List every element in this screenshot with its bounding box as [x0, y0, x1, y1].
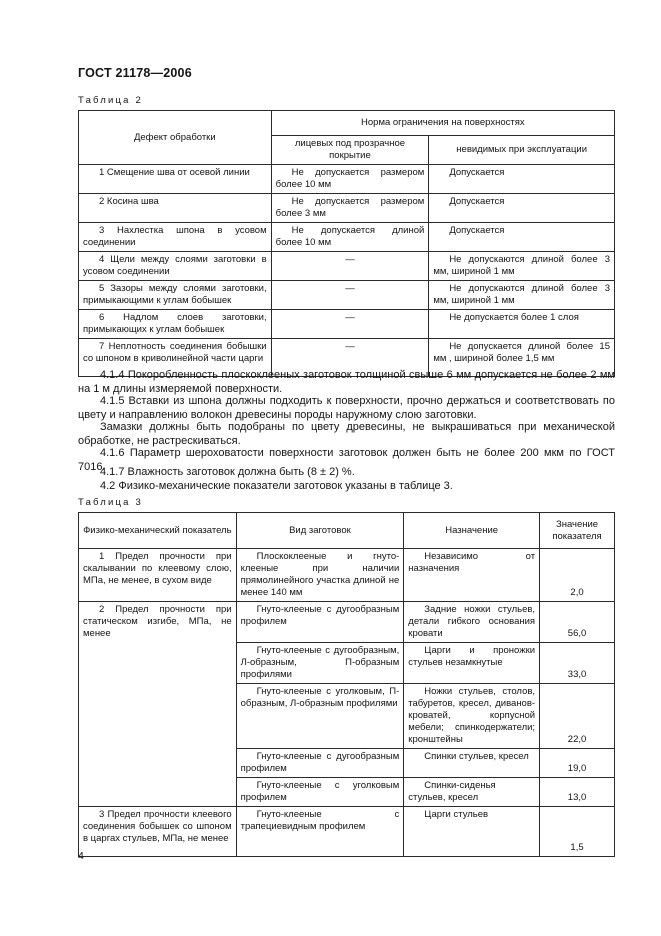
table3-cell-value: 1,5 [540, 807, 615, 857]
table3-cell-value: 22,0 [540, 684, 615, 749]
table3-header-value: Значение показателя [540, 513, 615, 549]
table2 [78, 110, 615, 377]
table2-cell-defect: 4 Щели между слоями заготовки в усовом соединении [79, 252, 272, 281]
table2-cell-hidden: Допускается [429, 165, 615, 194]
table3-cell-indicator: 3 Предел прочности клеевого соединения бобышек со шпоном в царгах стульев, МПа, не менее [79, 807, 237, 857]
table3-cell-type: Гнуто-клееные с уголковым профилем [236, 778, 404, 807]
document-header: ГОСТ 21178—2006 [78, 66, 192, 80]
table3-caption: Таблица 3 [78, 497, 143, 508]
table3-cell-indicator: 1 Предел прочности при скалывании по клеевому слою, МПа, не менее, в сухом виде [79, 549, 237, 602]
table3-cell-type: Гнуто-клееные с дугообразным профилем [236, 602, 404, 643]
table3-cell-purpose: Спинки стульев, кресел [404, 749, 540, 778]
paragraph-4-2: 4.2 Физико-механические показатели заготовок указаны в таблице 3. [100, 480, 453, 492]
table2-cell-defect: 7 Неплотность соединения бобышки со шпоном в криволинейной части царги [79, 339, 272, 377]
table3-header-purpose: Назначение [404, 513, 540, 549]
table-row [79, 223, 615, 252]
table3-cell-purpose: Царги стульев [404, 807, 540, 857]
table3 [78, 512, 615, 857]
table3-cell-type: Гнуто-клееные с дугообразным, Л-образным, П-образным профилями [236, 643, 404, 684]
table3-cell-purpose: Независимо от назначения [404, 549, 540, 602]
table2-cell-face: Не допускается размером более 3 мм [271, 194, 429, 223]
table2-cell-hidden: Не допускаются длиной более 3 мм, шириной 1 мм [429, 281, 615, 310]
table2-cell-face: Не допускается размером более 10 мм [271, 165, 429, 194]
table2-cell-face: Не допускается длиной более 10 мм [271, 223, 429, 252]
table2-header-defect: Дефект обработки [79, 111, 272, 165]
table2-cell-hidden: Допускается [429, 223, 615, 252]
table2-cell-face: — [271, 281, 429, 310]
table-row [79, 194, 615, 223]
table2-header-norm: Норма ограничения на поверхностях [271, 111, 614, 136]
table3-cell-value: 13,0 [540, 778, 615, 807]
table3-cell-value: 56,0 [540, 602, 615, 643]
paragraph-4-1-4: 4.1.4 Покоробленность плоскоклееных заготовок толщиной свыше 6 мм допускается не более 2 мм на 1 м длины измеряемой поверхности. [78, 369, 615, 395]
table-row [79, 807, 615, 857]
table2-caption: Таблица 2 [78, 95, 143, 106]
table2-cell-face: — [271, 339, 429, 377]
table2-cell-face: — [271, 252, 429, 281]
table-row [79, 281, 615, 310]
table3-cell-purpose: Царги и проножки стульев незамкнутые [404, 643, 540, 684]
table-row [79, 549, 615, 602]
table2-cell-defect: 1 Смещение шва от осевой линии [79, 165, 272, 194]
table2-cell-defect: 2 Косина шва [79, 194, 272, 223]
table3-cell-value: 33,0 [540, 643, 615, 684]
table2-cell-defect: 3 Нахлестка шпона в усовом соединении [79, 223, 272, 252]
table3-cell-purpose: Задние ножки стульев, детали гибкого основания кровати [404, 602, 540, 643]
table3-cell-value: 19,0 [540, 749, 615, 778]
table3-cell-purpose: Спинки-сиденья стульев, кресел [404, 778, 540, 807]
table2-cell-defect: 5 Зазоры между слоями заготовки, примыкающими к углам бобышек [79, 281, 272, 310]
table3-header-indicator: Физико-механический показатель [79, 513, 237, 549]
table3-cell-type: Гнуто-клееные с уголковым, П-образным, Л-образным профилями [236, 684, 404, 749]
table3-cell-indicator: 2 Предел прочности при статическом изгибе, МПа, не менее [79, 602, 237, 807]
table2-cell-hidden: Не допускается длиной более 15 мм , шириной более 1,5 мм [429, 339, 615, 377]
paragraph-4-1-6: 4.1.6 Параметр шероховатости поверхности заготовок должен быть не более 200 мкм по ГОСТ 7016. [78, 447, 615, 473]
table2-cell-hidden: Не допускается более 1 слоя [429, 310, 615, 339]
table2-header-face: лицевых под прозрачное покрытие [271, 136, 429, 165]
page-number: 4 [78, 850, 84, 862]
table-row [79, 165, 615, 194]
table3-header-type: Вид заготовок [236, 513, 404, 549]
paragraph-4-1-5: 4.1.5 Вставки из шпона должны подходить к поверхности, прочно держаться и соответствовать по цвету и направлению волокон древесины породы наружному слою заготовки. [78, 395, 615, 421]
table2-header-hidden: невидимых при эксплуатации [429, 136, 615, 165]
table2-cell-hidden: Допускается [429, 194, 615, 223]
table-row [79, 602, 615, 643]
table3-cell-value: 2,0 [540, 549, 615, 602]
table3-cell-type: Гнуто-клееные с дугообразным профилем [236, 749, 404, 778]
table3-cell-type: Гнуто-клееные с трапециевидным профилем [236, 807, 404, 857]
table2-cell-hidden: Не допускаются длиной более 3 мм, шириной 1 мм [429, 252, 615, 281]
paragraph-putty: Замазки должны быть подобраны по цвету древесины, не выкрашиваться при механической обработке, не растрескиваться. [78, 421, 615, 447]
table2-cell-face: — [271, 310, 429, 339]
paragraph-4-1-7: 4.1.7 Влажность заготовок должна быть (8 ± 2) %. [100, 466, 355, 478]
table3-cell-type: Плоскоклееные и гнуто-клееные при наличии прямолинейного участка длиной не менее 140 мм [236, 549, 404, 602]
table-row [79, 310, 615, 339]
table-row [79, 252, 615, 281]
table3-cell-purpose: Ножки стульев, столов, табуретов, кресел, диванов-кроватей, корпусной мебели; спинкодержатели; кронштейны [404, 684, 540, 749]
table2-cell-defect: 6 Надлом слоев заготовки, примыкающих к углам бобышек [79, 310, 272, 339]
